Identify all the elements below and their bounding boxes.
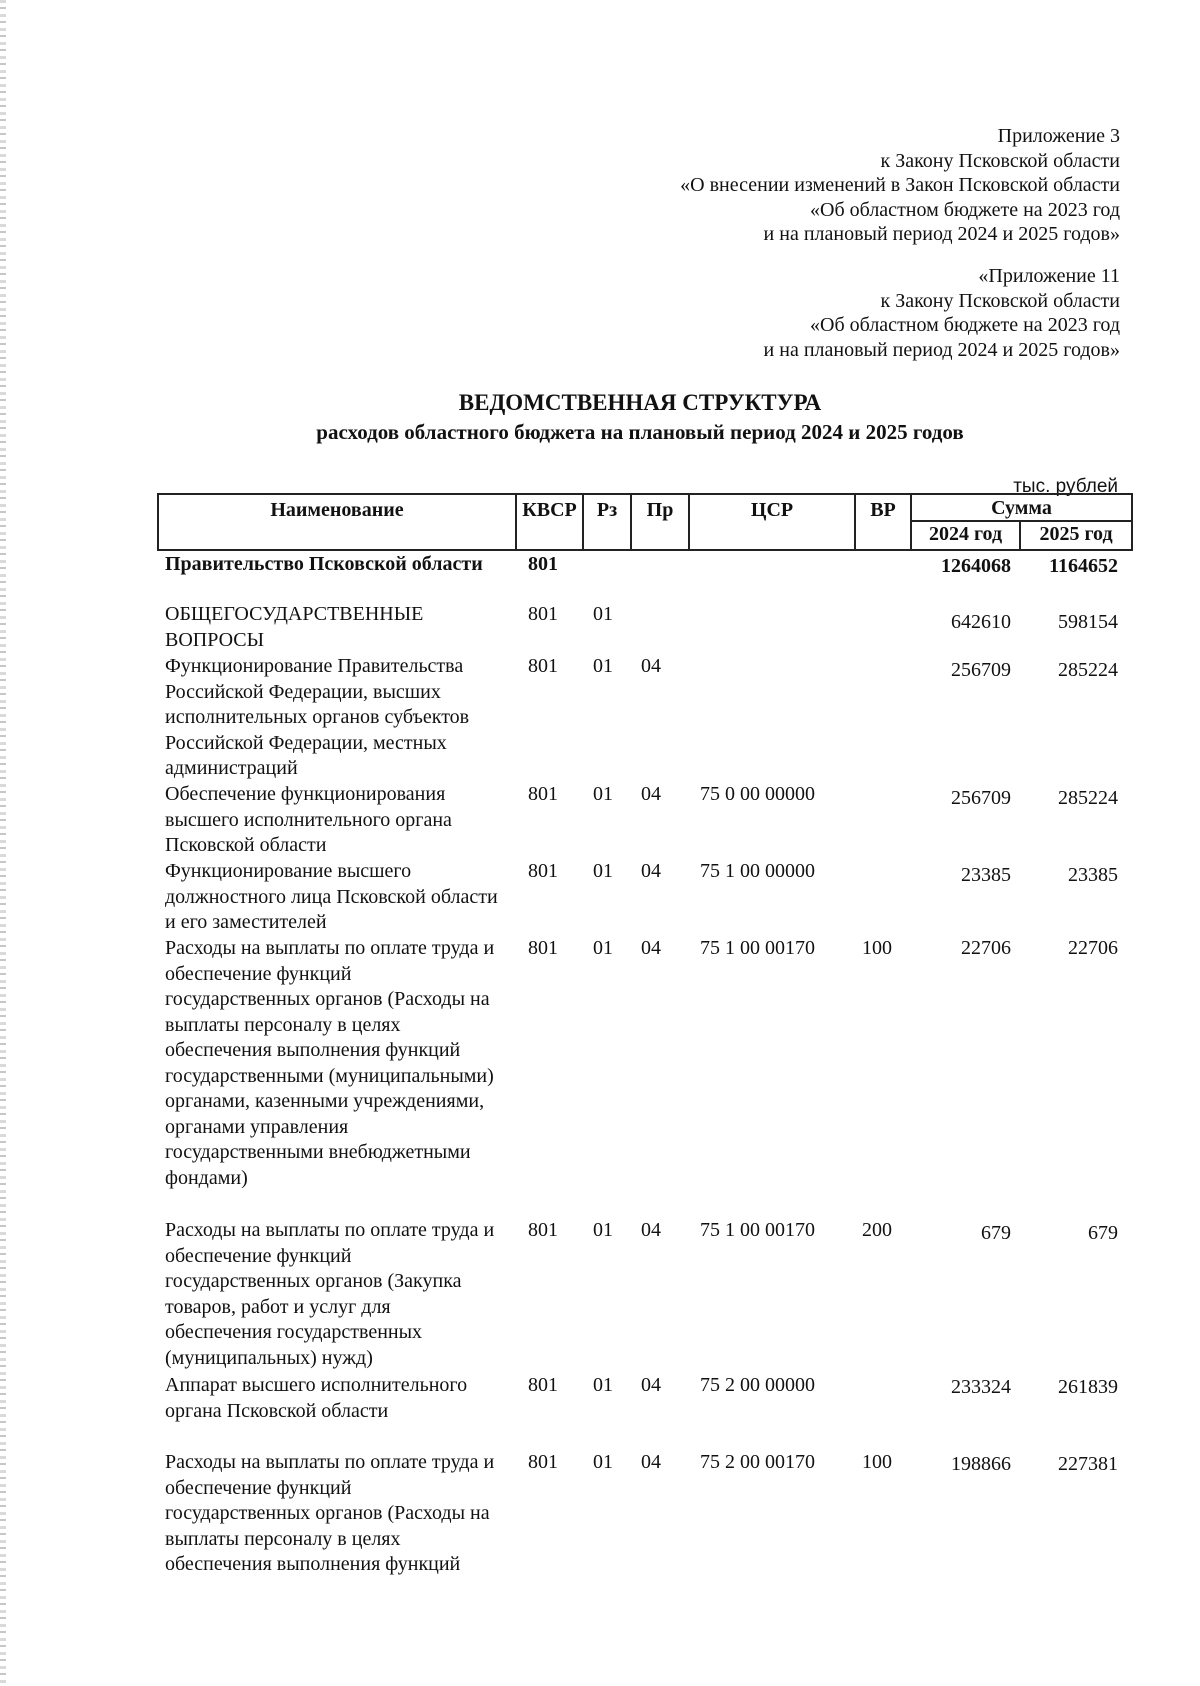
header-year-2025: 2025 год [1039, 523, 1113, 545]
cell-name: Аппарат высшего исполнительного органа Псковской области [165, 1374, 468, 1422]
header-sum: Сумма [912, 495, 1131, 522]
cell-pr: 04 [641, 655, 661, 677]
cell-rz: 01 [593, 1219, 613, 1241]
cell-2025: 598154 [1058, 611, 1118, 633]
cell-kvsr: 801 [528, 1374, 558, 1396]
appendix-3-line: Приложение 3 [997, 125, 1120, 147]
header-pr-label: Пр [646, 499, 674, 521]
header-name [159, 495, 517, 549]
header-kvsr-label: КВСР [522, 499, 577, 521]
cell-2025: 679 [1088, 1222, 1118, 1244]
units-label: тыс. рублей [1013, 476, 1118, 497]
cell-kvsr: 801 [528, 603, 558, 625]
cell-name: ОБЩЕГОСУДАРСТВЕННЫЕ ВОПРОСЫ [165, 603, 424, 651]
cell-csr: 75 2 00 00170 [700, 1451, 815, 1473]
cell-rz: 01 [593, 783, 613, 805]
cell-vr: 100 [862, 1451, 892, 1473]
cell-pr: 04 [641, 860, 661, 882]
header-name-label: Наименование [270, 499, 404, 521]
cell-2024: 233324 [951, 1376, 1011, 1398]
cell-2024: 1264068 [941, 555, 1011, 577]
appendix-3-line: «О внесении изменений в Закон Псковской области [680, 174, 1120, 196]
cell-2024: 642610 [951, 611, 1011, 633]
cell-2025: 1164652 [1049, 555, 1118, 577]
document-title: ВЕДОМСТВЕННАЯ СТРУКТУРА [458, 390, 822, 415]
cell-csr: 75 0 00 00000 [700, 783, 815, 805]
cell-name: Функционирование Правительства Российской Федерации, высших исполнительных органов субъектов Российской Федерации, местных администраций [165, 655, 470, 779]
cell-rz: 01 [593, 1374, 613, 1396]
cell-name: Расходы на выплаты по оплате труда и обеспечение функций государственных органов (Расходы на выплаты персоналу в целях обеспечения выполнения функций [165, 1451, 495, 1575]
header-csr [690, 495, 856, 549]
header-rz [584, 495, 632, 549]
cell-2024: 23385 [961, 864, 1011, 886]
cell-kvsr: 801 [528, 937, 558, 959]
cell-2024: 256709 [951, 659, 1011, 681]
header-year-2024: 2024 год [912, 522, 1021, 549]
cell-csr: 75 1 00 00000 [700, 860, 815, 882]
appendix-11-line: «Приложение 11 [978, 265, 1120, 287]
cell-pr: 04 [641, 1451, 661, 1473]
scan-edge-artifact [0, 0, 6, 1686]
appendix-11-header [764, 264, 1120, 362]
appendix-3-line: к Закону Псковской области [880, 149, 1120, 172]
cell-2025: 285224 [1058, 659, 1118, 681]
cell-kvsr: 801 [528, 1219, 558, 1241]
cell-2025: 285224 [1058, 787, 1118, 809]
cell-2025: 23385 [1068, 864, 1118, 886]
cell-rz: 01 [593, 860, 613, 882]
appendix-3-header [680, 124, 1120, 247]
cell-2025: 22706 [1068, 937, 1118, 959]
cell-kvsr: 801 [528, 553, 558, 575]
cell-name: Обеспечение функционирования высшего исполнительного органа Псковской области [165, 783, 452, 856]
header-rz-label: Рз [596, 499, 618, 521]
cell-csr: 75 1 00 00170 [700, 1219, 815, 1241]
cell-2024: 22706 [961, 937, 1011, 959]
appendix-3-line: «Об областном бюджете на 2023 год [810, 198, 1120, 221]
header-sum-group [912, 495, 1131, 549]
cell-2024: 679 [981, 1222, 1011, 1244]
cell-kvsr: 801 [528, 860, 558, 882]
appendix-3-line: и на плановый период 2024 и 2025 годов» [763, 223, 1120, 245]
cell-pr: 04 [641, 783, 661, 805]
document-subtitle: расходов областного бюджета на плановый период 2024 и 2025 годов [316, 420, 964, 444]
header-kvsr [517, 495, 584, 549]
table-header [157, 493, 1133, 551]
header-vr-label: ВР [870, 499, 896, 521]
cell-2025: 227381 [1058, 1453, 1118, 1475]
cell-pr: 04 [641, 1219, 661, 1241]
cell-name: Расходы на выплаты по оплате труда и обеспечение функций государственных органов (Расходы на выплаты персоналу в целях обеспечения выполнения функций государственными (муниципальными) органами, казенными учреждениями, органами управления государственными внебюджетными фондами) [165, 937, 495, 1189]
cell-pr: 04 [641, 937, 661, 959]
cell-2024: 256709 [951, 787, 1011, 809]
cell-name: Расходы на выплаты по оплате труда и обеспечение функций государственных органов (Закупка товаров, работ и услуг для обеспечения государственных (муниципальных) нужд) [165, 1219, 495, 1369]
appendix-11-line: «Об областном бюджете на 2023 год [810, 314, 1120, 336]
cell-rz: 01 [593, 603, 613, 625]
header-vr [856, 495, 912, 549]
cell-name: Правительство Псковской области [165, 553, 483, 575]
cell-name: Функционирование высшего должностного лица Псковской области и его заместителей [165, 860, 498, 933]
cell-vr: 200 [862, 1219, 892, 1241]
cell-rz: 01 [593, 1451, 613, 1473]
cell-pr: 04 [641, 1374, 661, 1396]
header-pr [632, 495, 690, 549]
cell-2024: 198866 [951, 1453, 1011, 1475]
appendix-11-line: и на плановый период 2024 и 2025 годов» [763, 338, 1120, 361]
cell-kvsr: 801 [528, 1451, 558, 1473]
header-csr-label: ЦСР [750, 499, 794, 521]
cell-rz: 01 [593, 655, 613, 677]
cell-csr: 75 2 00 00000 [700, 1374, 815, 1396]
cell-kvsr: 801 [528, 783, 558, 805]
cell-rz: 01 [593, 937, 613, 959]
appendix-11-line: к Закону Псковской области [880, 289, 1120, 312]
cell-vr: 100 [862, 937, 892, 959]
cell-2025: 261839 [1058, 1376, 1118, 1398]
cell-kvsr: 801 [528, 655, 558, 677]
cell-csr: 75 1 00 00170 [700, 937, 815, 959]
